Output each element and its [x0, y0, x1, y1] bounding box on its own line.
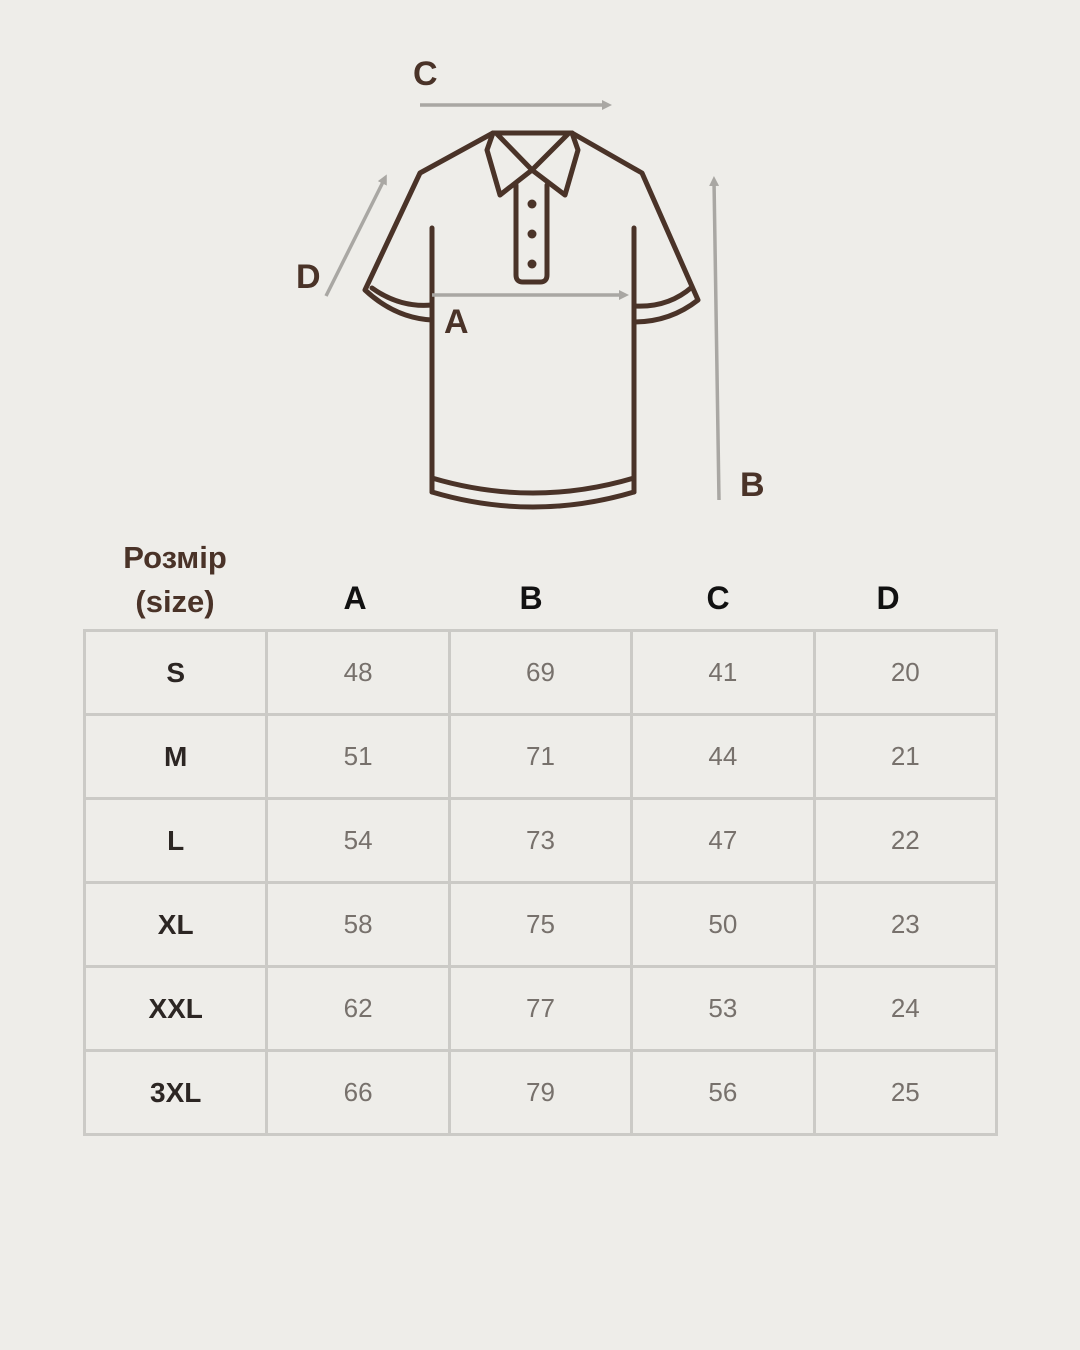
value-cell: 77: [449, 967, 631, 1051]
value-cell: 41: [632, 631, 814, 715]
size-cell: L: [85, 799, 267, 883]
column-header-d: D: [876, 580, 900, 616]
size-header-line1: Розмір: [123, 540, 227, 575]
value-cell: 69: [449, 631, 631, 715]
value-cell: 56: [632, 1051, 814, 1135]
size-header-line2: (size): [135, 584, 215, 619]
column-header-c: C: [706, 580, 730, 616]
size-cell: XXL: [85, 967, 267, 1051]
table-row: [85, 1051, 997, 1135]
value-cell: 24: [814, 967, 996, 1051]
value-cell: 25: [814, 1051, 996, 1135]
table-row: [85, 883, 997, 967]
value-cell: 51: [267, 715, 449, 799]
arrow-d: [326, 178, 385, 296]
arrow-b: [714, 180, 719, 500]
value-cell: 79: [449, 1051, 631, 1135]
value-cell: 75: [449, 883, 631, 967]
value-cell: 20: [814, 631, 996, 715]
value-cell: 58: [267, 883, 449, 967]
size-cell: M: [85, 715, 267, 799]
size-cell: S: [85, 631, 267, 715]
value-cell: 66: [267, 1051, 449, 1135]
column-header-b: B: [519, 580, 543, 616]
value-cell: 47: [632, 799, 814, 883]
value-cell: 54: [267, 799, 449, 883]
table-row: [85, 715, 997, 799]
size-cell: XL: [85, 883, 267, 967]
table-row: [85, 799, 997, 883]
size-cell: 3XL: [85, 1051, 267, 1135]
value-cell: 73: [449, 799, 631, 883]
value-cell: 48: [267, 631, 449, 715]
value-cell: 22: [814, 799, 996, 883]
value-cell: 50: [632, 883, 814, 967]
label-c: C: [413, 55, 438, 93]
label-d: D: [296, 258, 321, 296]
value-cell: 44: [632, 715, 814, 799]
label-a: A: [444, 303, 469, 341]
polo-shirt-icon: [0, 0, 1080, 540]
size-column-header: [100, 536, 250, 624]
value-cell: 21: [814, 715, 996, 799]
value-cell: 23: [814, 883, 996, 967]
label-b: B: [740, 466, 765, 504]
value-cell: 53: [632, 967, 814, 1051]
column-header-a: A: [343, 580, 367, 616]
size-chart-table: [83, 629, 998, 1136]
table-row: [85, 967, 997, 1051]
value-cell: 62: [267, 967, 449, 1051]
value-cell: 71: [449, 715, 631, 799]
table-row: [85, 631, 997, 715]
shirt-measurement-diagram: [0, 0, 1080, 540]
